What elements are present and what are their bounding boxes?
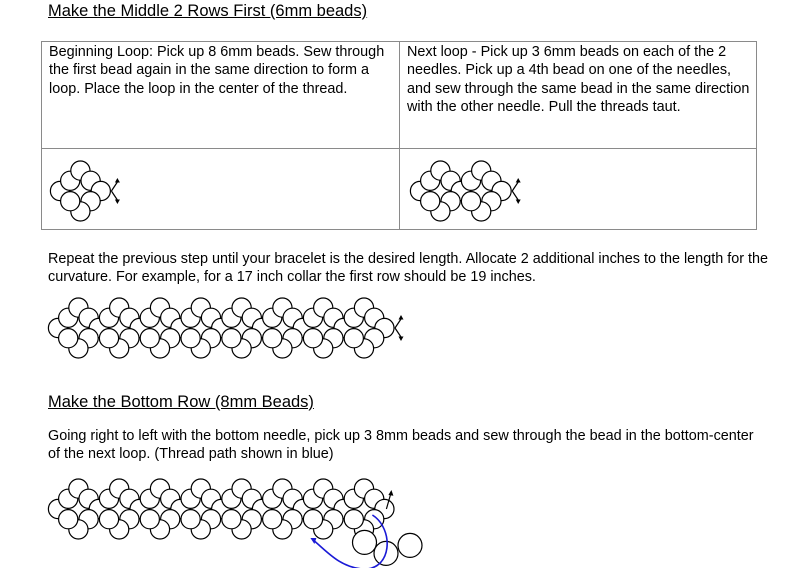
bead [344, 510, 363, 529]
bead [222, 329, 241, 348]
bead [181, 510, 200, 529]
bead [353, 530, 377, 554]
bead [99, 329, 118, 348]
needle-arrows [111, 178, 120, 204]
bead [140, 329, 159, 348]
next-loop-diagram [400, 149, 757, 229]
section-title-bottom-row: Make the Bottom Row (8mm Beads) [48, 393, 314, 411]
step-beginning-loop-text: Beginning Loop: Pick up 8 6mm beads. Sew through the first bead again in the same direction to form a loop. Place the loop in the center of the thread. [49, 44, 385, 97]
bead [263, 329, 282, 348]
bead [263, 510, 282, 529]
step-beginning-loop-diagram-cell [42, 149, 400, 230]
repeated-loops-diagram [0, 295, 797, 360]
section-title-middle-rows: Make the Middle 2 Rows First (6mm beads) [48, 2, 368, 20]
step-next-loop-text-cell [400, 42, 757, 149]
bead [140, 510, 159, 529]
needle-arrows [395, 315, 404, 341]
step-beginning-loop-text-cell [42, 42, 400, 149]
bead [303, 510, 322, 529]
bead [461, 192, 480, 211]
bead [181, 329, 200, 348]
bead [222, 510, 241, 529]
bead [61, 192, 80, 211]
repeat-instructions: Repeat the previous step until your bracelet is the desired length. Allocate 2 additional inches to the length for the curvature. For example, for a 17 inch collar the first row should be 19 inches. [48, 251, 768, 286]
bead [344, 329, 363, 348]
needle-arrows [512, 178, 521, 204]
step-next-loop-text: Next loop - Pick up 3 6mm beads on each of the 2 needles. Pick up a 4th bead on one of the needles, and sew through the same bead in the same direction with the other needle. Pull the threads taut. [407, 44, 750, 116]
bead [59, 510, 78, 529]
bead [99, 510, 118, 529]
bottom-row-diagram [0, 470, 797, 568]
beginning-loop-diagram [42, 149, 399, 229]
bead [303, 329, 322, 348]
step-next-loop-diagram-cell [400, 149, 757, 230]
steps-table [41, 41, 757, 230]
bead [398, 533, 422, 557]
bottom-row-instructions: Going right to left with the bottom needle, pick up 3 8mm beads and sew through the bead in the bottom-center of the next loop. (Thread path shown in blue) [48, 428, 754, 463]
bead [421, 192, 440, 211]
bead [59, 329, 78, 348]
